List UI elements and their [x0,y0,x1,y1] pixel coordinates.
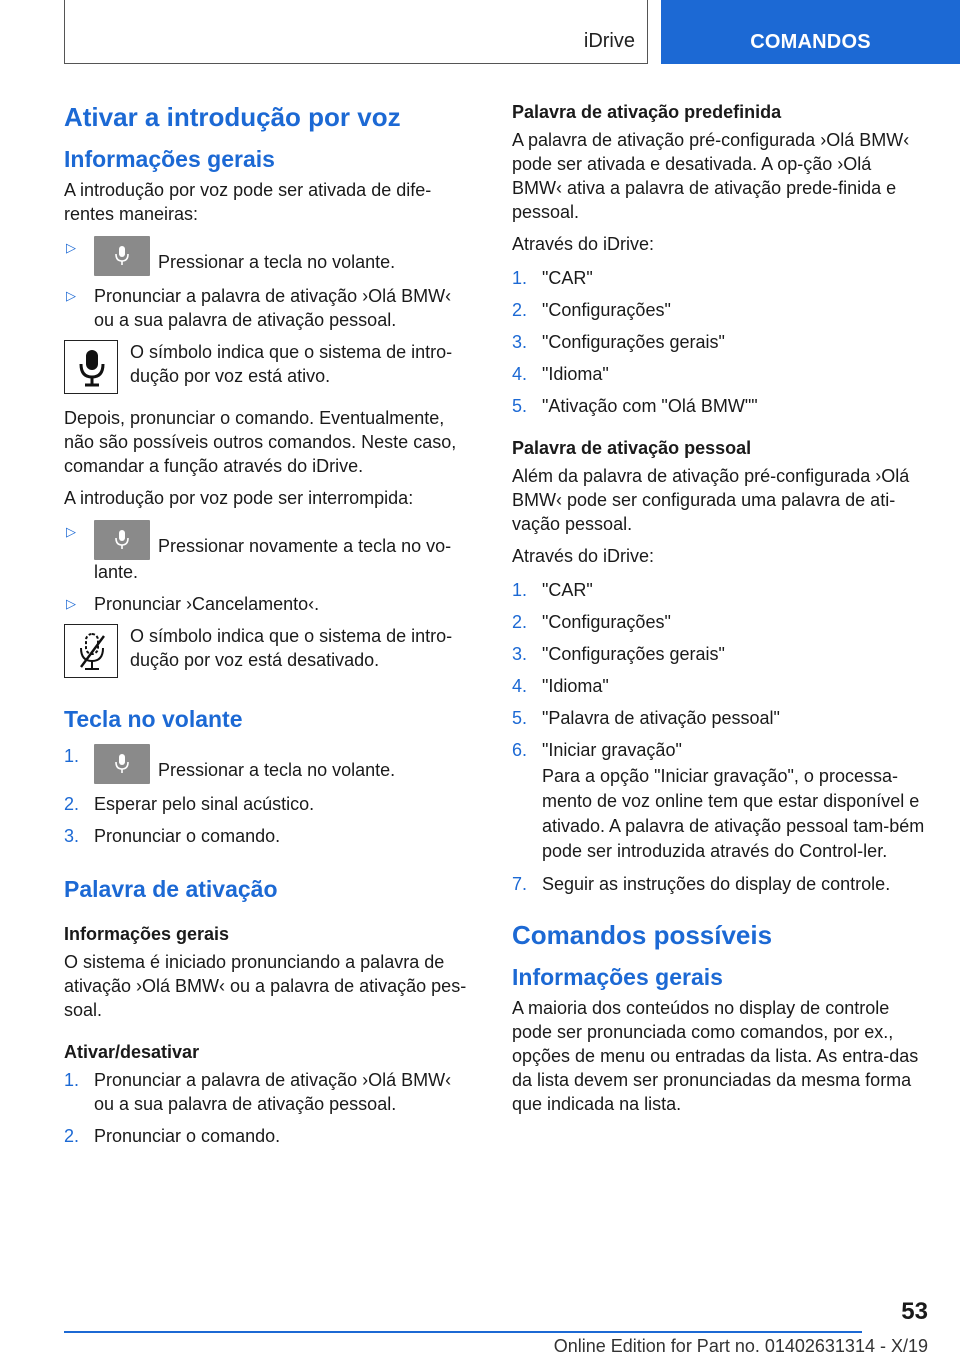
symbol-active-row [64,340,476,394]
header-chapter-tab [661,0,960,64]
page-number: 53 [901,1298,928,1325]
list-item: 2. "Configurações" [512,612,671,632]
heading-commands-general-info: Informações gerais [512,964,723,990]
personal-text: Além da palavra de ativação pré-configurada ›Olá BMW‹ pode ser configurada uma palavra de ati-vação pessoal. [512,466,910,534]
heading-wake-general-info: Informações gerais [64,924,230,944]
predefined-steps-list [512,266,926,418]
list-item: 7. Seguir as instruções do display de controle. [512,874,891,894]
wheel-steps-list [64,744,476,848]
list-item: 3. "Configurações gerais" [512,644,725,664]
header-chapter-title: COMANDOS [750,31,871,53]
list-item: 2. Esperar pelo sinal acústico. [64,794,315,814]
list-item: 1. "CAR" [512,268,593,288]
interrupt-text: A introdução por voz pode ser interrompida: [64,488,414,508]
heading-possible-commands: Comandos possíveis [512,920,773,950]
list-item: 1. Pressionar a tecla no volante. [64,744,476,784]
list-item: 1. Pronunciar a palavra de ativação ›Olá BMW‹ ou a sua palavra de ativação pessoal. [64,1070,452,1114]
list-item: ▷ Pronunciar a palavra de ativação ›Olá BMW‹ ou a sua palavra de ativação pessoal. [66,286,452,330]
heading-steering-wheel-key: Tecla no volante [64,706,243,732]
microphone-off-icon [64,624,118,678]
header-section-box [64,0,648,64]
microphone-key-icon [94,520,150,560]
recording-note: Para a opção "Iniciar gravação", o processa-mento de voz online tem que estar disponível e ativado. A palavra de ativação pessoal tam-bém pode ser introduzida através do Control-ler. [542,766,925,861]
triangle-right-icon: ▷ [66,524,76,539]
heading-activate-deactivate: Ativar/desativar [64,1042,200,1062]
triangle-right-icon: ▷ [66,240,76,255]
interrupt-methods-list [64,520,476,616]
personal-steps-list [512,578,926,896]
heading-predefined-wake-word: Palavra de ativação predefinida [512,102,782,122]
microphone-key-icon [94,236,150,276]
list-item: 5. "Ativação com "Olá BMW"" [512,396,758,416]
intro-text: A introdução por voz pode ser ativada de dife-rentes maneiras: [64,180,432,224]
predefined-text: A palavra de ativação pré-configurada ›Olá BMW‹ pode ser ativada e desativada. A op-ção ›Olá BMW‹ ativa a palavra de ativação prede-finida e pessoal. [512,130,910,222]
heading-general-info: Informações gerais [64,146,275,172]
list-item: ▷ Pressionar a tecla no volante. [64,236,476,276]
list-item: ▷ Pronunciar ›Cancelamento‹. [66,594,320,614]
via-idrive-1: Através do iDrive: [512,234,655,254]
triangle-right-icon: ▷ [66,288,76,303]
symbol-inactive-row [64,624,476,678]
header-section-title: iDrive [583,30,635,52]
list-item: 2. Pronunciar o comando. [64,1126,281,1146]
toggle-steps-list [64,1068,476,1148]
list-item: 2. "Configurações" [512,300,671,320]
triangle-right-icon: ▷ [66,596,76,611]
list-item: 3. "Configurações gerais" [512,332,725,352]
list-item: 5. "Palavra de ativação pessoal" [512,708,780,728]
right-column [512,100,926,1124]
list-item: 6. "Iniciar gravação" Para a opção "Iniciar gravação", o processa-mento de voz online tem que estar disponível e ativado. A palavra de ativação pessoal tam-bém pode ser introduzida através do Control-ler. [512,738,926,864]
microphone-icon [64,340,118,394]
list-item: 4. "Idioma" [512,676,609,696]
list-item: 3. Pronunciar o comando. [64,826,281,846]
list-item: 1. "CAR" [512,580,593,600]
wake-info-text: O sistema é iniciado pronunciando a palavra de ativação ›Olá BMW‹ ou a palavra de ativação pes-soal. [64,952,467,1020]
left-column [64,100,476,1156]
list-item: ▷ Pressionar novamente a tecla no vo-lante. [64,520,476,584]
via-idrive-2: Através do iDrive: [512,546,655,566]
microphone-key-icon [94,744,150,784]
then-text: Depois, pronunciar o comando. Eventualmente, não são possíveis outros comandos. Neste caso, comandar a função através do iDrive. [64,408,457,476]
footer-edition: Online Edition for Part no. 01402631314 - X/19 [553,1336,928,1356]
heading-wake-word: Palavra de ativação [64,876,278,902]
symbol-inactive-text: O símbolo indica que o sistema de intro-dução por voz está desativado. [130,626,453,670]
footer-divider [64,1331,862,1333]
heading-personal-wake-word: Palavra de ativação pessoal [512,438,752,458]
list-item: 4. "Idioma" [512,364,609,384]
commands-text: A maioria dos conteúdos no display de controle pode ser pronunciada como comandos, por ex., opções de menu ou entradas da lista. As entra-das da lista devem ser pronunciadas da mesma forma que indicada na lista. [512,998,919,1114]
heading-activate-voice: Ativar a introdução por voz [64,102,401,132]
symbol-active-text: O símbolo indica que o sistema de intro-dução por voz está ativo. [130,342,453,386]
activation-methods-list [64,236,476,332]
